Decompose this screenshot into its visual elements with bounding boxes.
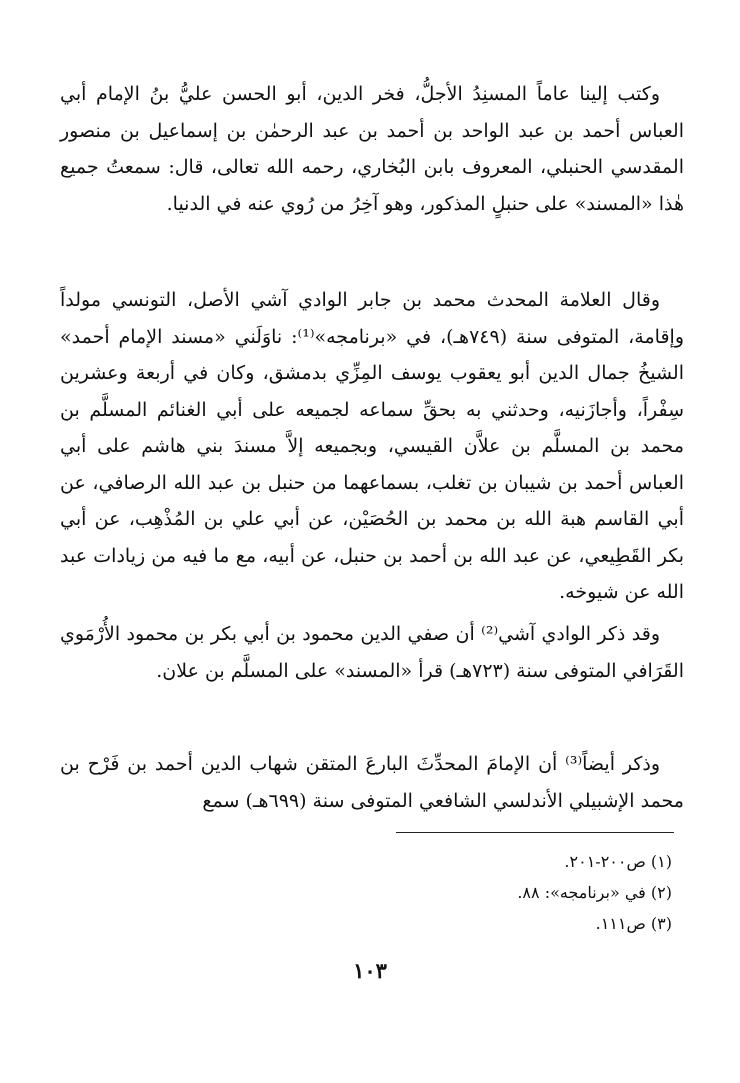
body-paragraph-2 [60,282,684,611]
footnote-separator [396,832,674,833]
page-number: ١٠٣ [353,958,387,983]
footnote-2: (٢) في «برنامجه»: ٨٨. [517,883,672,902]
body-paragraph-3 [60,616,684,689]
paragraph-text: وقال العلامة المحدث محمد بن جابر الوادي آشي الأصل، التونسي مولداً وإقامة، المتوفى سنة (٧٤٩هـ)، في «برنامجه»⁽¹⁾: ناوَلَني «مسند الإمام أحمد» الشيخُ جمال الدين أبو يعقوب يوسف المِزِّي بدمشق، وكان في أربعة وعشرين سِفْراً، وأجازَنيه، وحدثني به بحقِّ سماعه لجميعه على أبي الغنائم المسلَّم بن محمد بن المسلَّم بن علاَّن القيسي، وبجميعه إلاَّ مسندَ بني هاشم على أبي العباس أحمد بن شيبان بن تغلب، بسماعهما من حنبل بن عبد الله الرصافي، عن أبي القاسم هبة الله بن محمد بن الحُصَيْن، عن أبي علي بن المُذْهِب، عن أبي بكر القَطِيعي، عن عبد الله بن أحمد بن حنبل، عن أبيه، مع ما فيه من زيادات عبد الله عن شيوخه. [60,289,684,603]
paragraph-text: وذكر أيضاً⁽³⁾ أن الإمامَ المحدِّثَ البارعَ المتقن شهاب الدين أحمد بن فَرْح بن محمد الإشبيلي الأندلسي الشافعي المتوفى سنة (٦٩٩هـ) سمع [60,753,684,812]
footnote-1: (١) ص٢٠٠-٢٠١. [564,852,672,871]
body-paragraph-4 [60,746,684,819]
paragraph-text: وكتب إلينا عاماً المسنِدُ الأجلُّ، فخر الدين، أبو الحسن عليُّ بنُ الإمام أبي العباس أحمد بن عبد الواحد بن أحمد بن عبد الرحمٰن بن إسماعيل بن منصور المقدسي الحنبلي، المعروف بابن البُخاري، رحمه الله تعالى، قال: سمعتُ جميع هٰذا «المسند» على حنبلٍ المذكور، وهو آخِرُ من رُوي عنه في الدنيا. [60,83,684,215]
footnotes [60,846,672,939]
body-paragraph-1 [60,76,684,222]
footnote-3: (٣) ص١١١. [595,914,672,933]
paragraph-text: وقد ذكر الوادي آشي⁽²⁾ أن صفي الدين محمود بن أبي بكر بن محمود الأُرْمَوي القَرَافي المتوفى سنة (٧٢٣هـ) قرأ «المسند» على المسلَّم بن علان. [60,623,684,682]
